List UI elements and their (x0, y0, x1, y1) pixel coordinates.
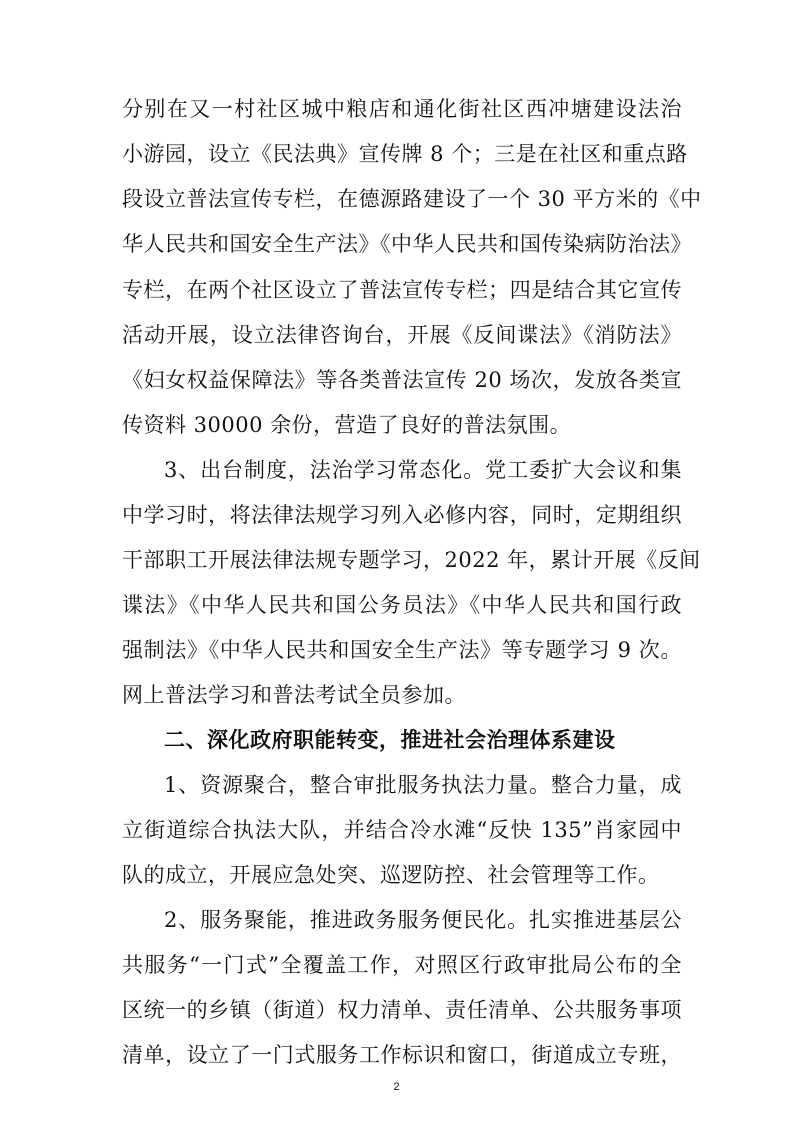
body-line-3: 段设立普法宣传专栏，在德源路建设了一个 30 平方米的《中 (122, 187, 702, 211)
body-line-21: 区统一的乡镇（街道）权力清单、责任清单、公共服务事项 (122, 998, 682, 1022)
page-number: 2 (393, 1081, 400, 1093)
body-line-8: 传资料 30000 余份，营造了良好的普法氛围。 (122, 413, 572, 437)
body-line-9: 3、出台制度，法治学习常态化。党工委扩大会议和集 (164, 458, 682, 482)
body-line-5: 专栏，在两个社区设立了普法宣传专栏；四是结合其它宣传 (122, 278, 682, 302)
body-line-6: 活动开展，设立法律咨询台，开展《反间谍法》《消防法》 (122, 323, 682, 347)
body-line-11: 干部职工开展法律法规专题学习，2022 年，累计开展《反间 (122, 548, 701, 572)
body-line-7: 《妇女权益保障法》等各类普法宣传 20 场次，发放各类宣 (122, 368, 682, 392)
body-line-14: 网上普法学习和普法考试全员参加。 (122, 683, 466, 707)
body-line-12: 谍法》《中华人民共和国公务员法》《中华人民共和国行政 (122, 593, 682, 617)
body-line-22: 清单，设立了一门式服务工作标识和窗口，街道成立专班， (122, 1043, 682, 1067)
body-line-19: 2、服务聚能，推进政务服务便民化。扎实推进基层公 (164, 908, 682, 932)
body-line-10: 中学习时，将法律法规学习列入必修内容，同时，定期组织 (122, 503, 682, 527)
body-line-20: 共服务“一门式”全覆盖工作，对照区行政审批局公布的全 (122, 953, 682, 977)
body-line-2: 小游园，设立《民法典》宣传牌 8 个；三是在社区和重点路 (122, 142, 688, 166)
body-line-13: 强制法》《中华人民共和国安全生产法》等专题学习 9 次。 (122, 638, 682, 662)
body-line-16: 1、资源聚合，整合审批服务执法力量。整合力量，成 (164, 773, 682, 797)
body-line-1: 分别在又一村社区城中粮店和通化街社区西冲塘建设法治 (122, 97, 682, 121)
body-line-18: 队的成立，开展应急处突、巡逻防控、社会管理等工作。 (122, 863, 660, 887)
section-heading: 二、深化政府职能转变，推进社会治理体系建设 (164, 728, 616, 752)
body-line-17: 立街道综合执法大队，并结合冷水滩“反快 135”肖家园中 (122, 818, 682, 842)
body-line-4: 华人民共和国安全生产法》《中华人民共和国传染病防治法》 (122, 232, 692, 256)
